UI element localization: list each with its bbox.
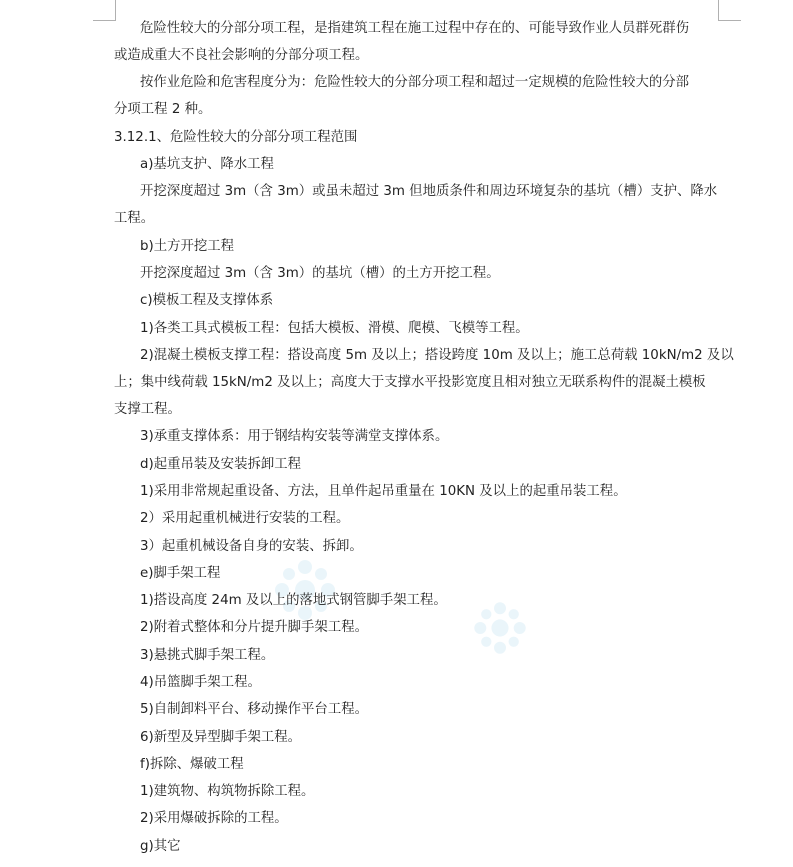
list-item: 2)采用爆破拆除的工程。	[140, 811, 288, 826]
list-item: 3)承重支撑体系：用于钢结构安装等满堂支撑体系。	[140, 429, 449, 444]
list-item: 6)新型及异型脚手架工程。	[140, 730, 302, 745]
watermark-logo	[270, 555, 340, 625]
margin-corner-mark-left	[93, 0, 116, 21]
margin-corner-mark-right	[718, 0, 741, 21]
list-item: 4)吊篮脚手架工程。	[140, 675, 261, 690]
list-item: e)脚手架工程	[140, 566, 221, 581]
list-item: 2)附着式整体和分片提升脚手架工程。	[140, 620, 368, 635]
list-item: 1)采用非常规起重设备、方法，且单件起吊重量在 10KN 及以上的起重吊装工程。	[140, 484, 627, 499]
paragraph-line: 危险性较大的分部分项工程，是指建筑工程在施工过程中存在的、可能导致作业人员群死群伤	[140, 21, 690, 36]
list-item: b)土方开挖工程	[140, 239, 235, 254]
paragraph-line: 开挖深度超过 3m（含 3m）或虽未超过 3m 但地质条件和周边环境复杂的基坑（槽）支护、降水	[140, 184, 718, 199]
list-item: d)起重吊装及安装拆卸工程	[140, 457, 302, 472]
list-item: c)模板工程及支撑体系	[140, 293, 274, 308]
paragraph-line: 开挖深度超过 3m（含 3m）的基坑（槽）的土方开挖工程。	[140, 266, 500, 281]
list-item: f)拆除、爆破工程	[140, 757, 244, 772]
paragraph-line: 分项工程 2 种。	[114, 102, 212, 117]
paragraph-line: 支撑工程。	[114, 402, 181, 417]
list-item: 2)混凝土模板支撑工程：搭设高度 5m 及以上；搭设跨度 10m 及以上；施工总荷载 10kN/m2 及以	[140, 348, 734, 363]
list-item: 3）起重机械设备自身的安装、拆卸。	[140, 539, 363, 554]
paragraph-line: 或造成重大不良社会影响的分部分项工程。	[114, 48, 369, 63]
list-item: a)基坑支护、降水工程	[140, 157, 274, 172]
list-item: 1)搭设高度 24m 及以上的落地式钢管脚手架工程。	[140, 593, 447, 608]
section-heading: 3.12.1、危险性较大的分部分项工程范围	[114, 130, 358, 145]
paragraph-line: 工程。	[114, 211, 155, 226]
list-item: 2）采用起重机械进行安装的工程。	[140, 511, 350, 526]
watermark-logo-2	[470, 598, 530, 658]
list-item: 5)自制卸料平台、移动操作平台工程。	[140, 702, 368, 717]
list-item: g)其它	[140, 839, 181, 854]
paragraph-line: 上；集中线荷载 15kN/m2 及以上；高度大于支撑水平投影宽度且相对独立无联系构件的混凝土模板	[114, 375, 706, 390]
list-item: 3)悬挑式脚手架工程。	[140, 648, 275, 663]
list-item: 1)各类工具式模板工程：包括大模板、滑模、爬模、飞模等工程。	[140, 321, 529, 336]
paragraph-line: 按作业危险和危害程度分为：危险性较大的分部分项工程和超过一定规模的危险性较大的分部	[140, 75, 690, 90]
list-item: 1)建筑物、构筑物拆除工程。	[140, 784, 315, 799]
